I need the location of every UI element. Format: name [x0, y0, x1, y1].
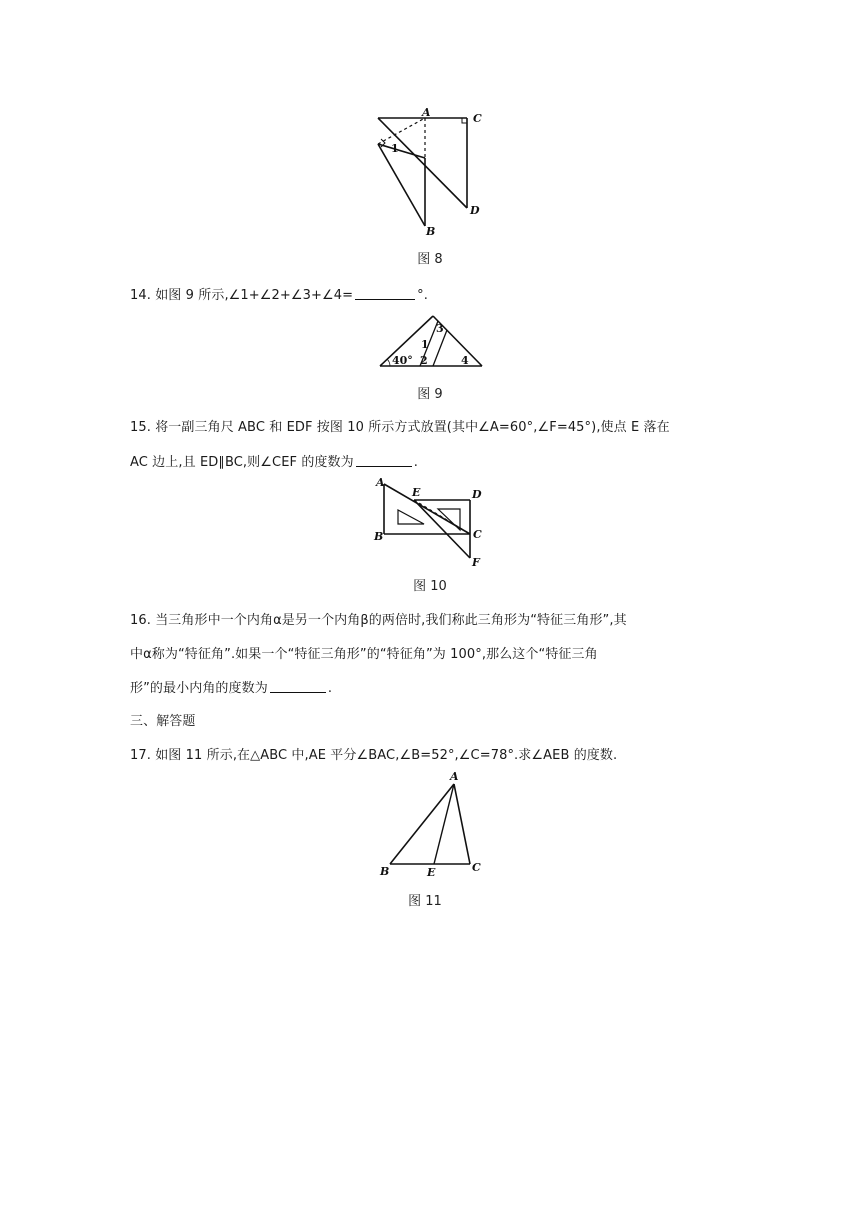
figure-10-diagram: [372, 474, 492, 568]
figure-8-label-c: C: [473, 112, 482, 125]
question-16-text: 形”的最小内角的度数为: [130, 681, 268, 696]
question-17: 17. 如图 11 所示,在△ABC 中,AE 平分∠BAC,∠B=52°,∠C=78°.求∠AEB 的度数.: [130, 748, 618, 763]
question-16-line-2: 中α称为“特征角”.如果一个“特征三角形”的“特征角”为 100°,那么这个“特征三角: [130, 647, 598, 662]
figure-11-label-e: E: [427, 866, 436, 879]
figure-10-label-c: C: [473, 528, 482, 541]
figure-8-label-a: A: [422, 106, 431, 119]
figure-9-caption: 图 9: [417, 387, 443, 402]
figure-9-label-1: 1: [421, 338, 429, 351]
question-14-suffix: °.: [417, 288, 428, 303]
question-15-text: AC 边上,且 ED∥BC,则∠CEF 的度数为: [130, 455, 354, 470]
figure-8-label-angle-1: 1: [391, 142, 399, 155]
answer-blank: [355, 287, 415, 300]
figure-8-caption: 图 8: [417, 252, 443, 267]
figure-10-caption: 图 10: [413, 579, 447, 594]
question-14-text: 14. 如图 9 所示,∠1+∠2+∠3+∠4=: [130, 288, 354, 303]
question-15-suffix: .: [413, 455, 418, 470]
figure-11-label-a: A: [450, 770, 459, 783]
figure-11-label-b: B: [380, 865, 390, 878]
figure-8-label-d: D: [470, 204, 480, 217]
figure-8-label-b: B: [426, 225, 436, 238]
figure-10-label-e: E: [412, 486, 421, 499]
figure-9-diagram: [376, 312, 486, 372]
figure-9-label-40-degrees: 40°: [392, 354, 413, 367]
figure-9-label-3: 3: [436, 322, 444, 335]
question-16-suffix: .: [327, 681, 333, 696]
figure-9-label-2: 2: [420, 354, 428, 367]
question-16-line-1: 16. 当三角形中一个内角α是另一个内角β的两倍时,我们称此三角形为“特征三角形”,其: [130, 613, 627, 628]
figure-10-label-f: F: [472, 556, 480, 569]
answer-blank: [356, 454, 412, 467]
question-15-line-2: [130, 451, 418, 470]
question-15-line-1: 15. 将一副三角尺 ABC 和 EDF 按图 10 所示方式放置(其中∠A=60°,∠F=45°),使点 E 落在: [130, 420, 670, 435]
question-14: [130, 284, 428, 303]
figure-10-label-d: D: [472, 488, 482, 501]
figure-8-diagram: [370, 108, 500, 240]
section-heading: 三、解答题: [130, 714, 196, 729]
figure-10-label-b: B: [374, 530, 384, 543]
figure-10-label-a: A: [376, 476, 385, 489]
answer-blank: [270, 680, 326, 693]
figure-8: [370, 108, 500, 240]
figure-10: [372, 474, 492, 568]
figure-9: [376, 312, 486, 372]
figure-11: [376, 770, 486, 880]
figure-11-caption: 图 11: [408, 894, 442, 909]
figure-11-label-c: C: [472, 861, 481, 874]
figure-11-diagram: [376, 770, 486, 880]
figure-9-label-4: 4: [461, 354, 469, 367]
question-16-line-3: [130, 677, 332, 696]
